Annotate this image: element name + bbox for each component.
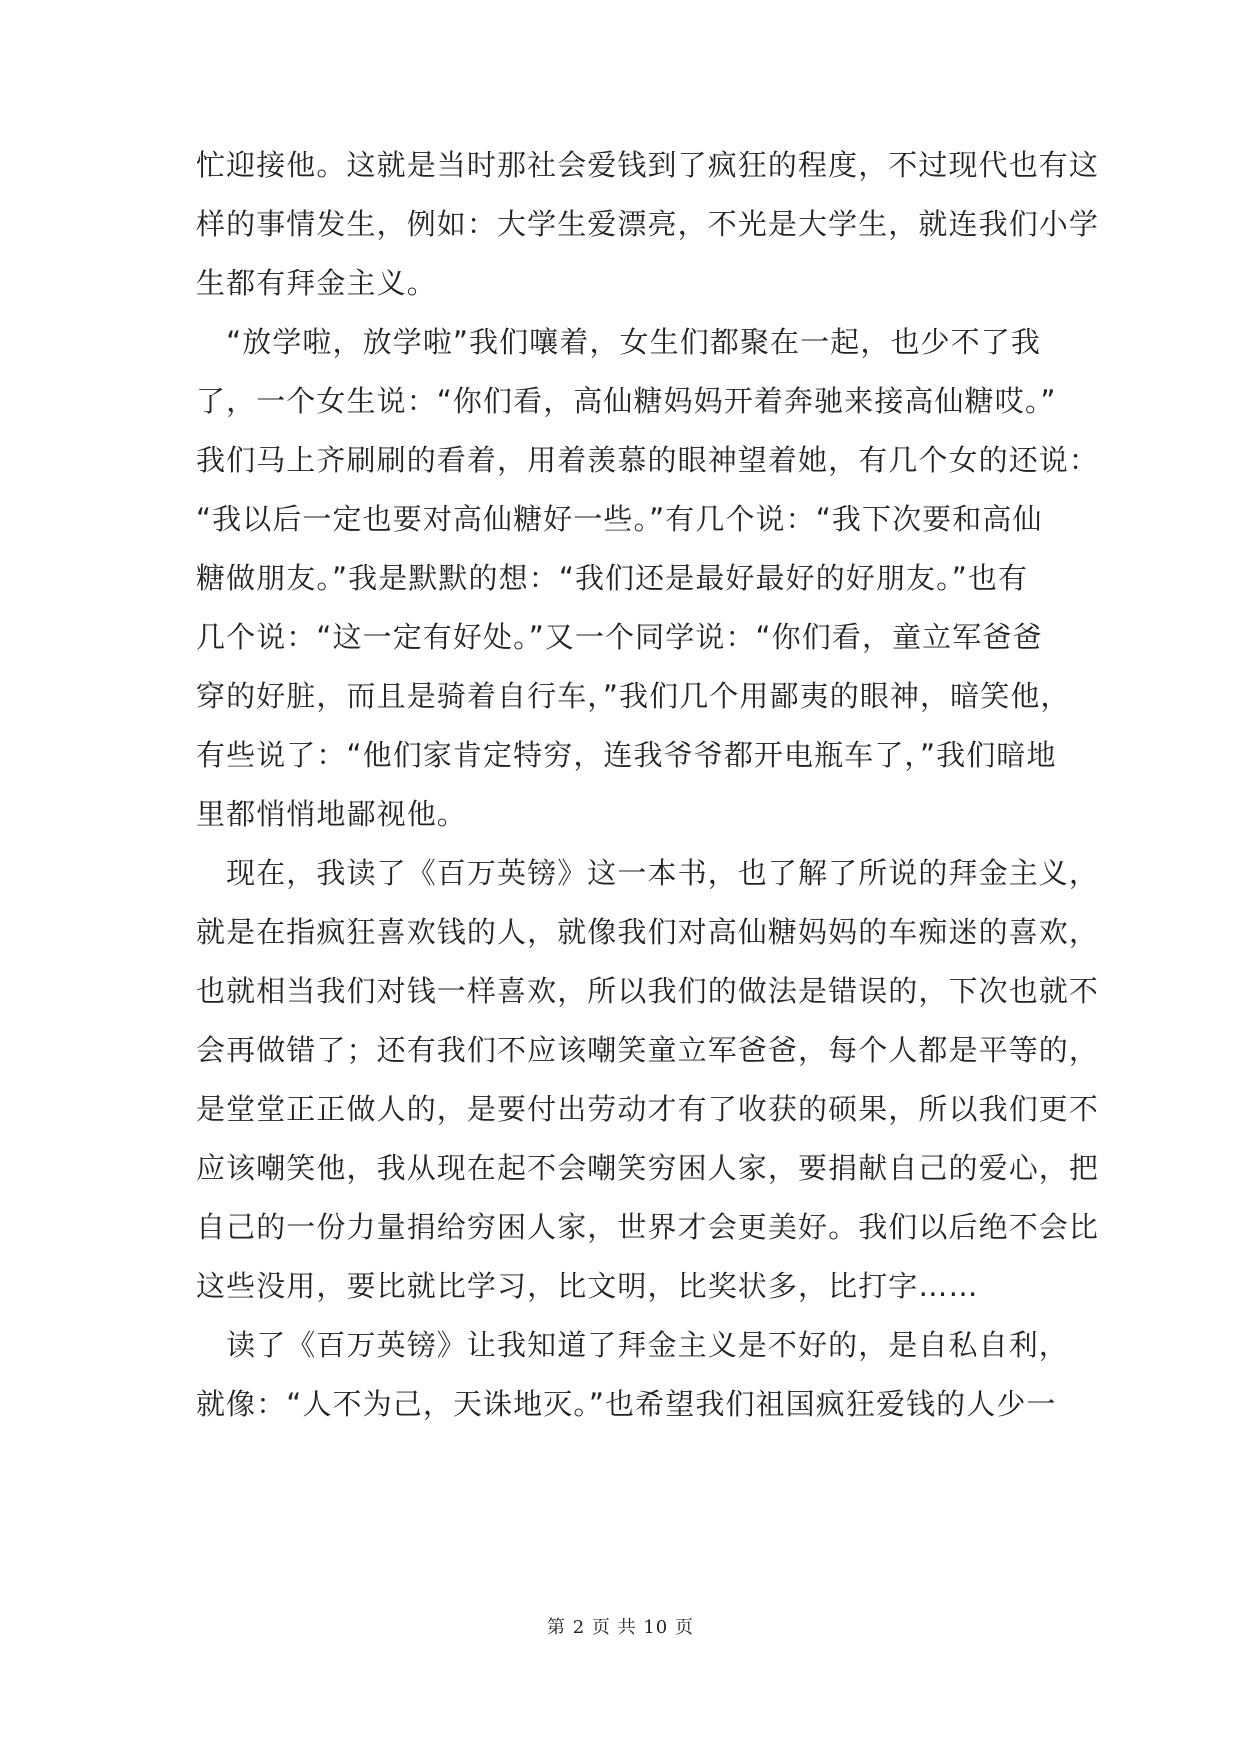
text-line: 样的事情发生，例如：大学生爱漂亮，不光是大学生，就连我们小学 — [196, 207, 1100, 241]
text-line: 几个说：“这一定有好处。”又一个同学说：“你们看，童立军爸爸 — [196, 620, 1043, 654]
text-line: 现在，我读了《百万英镑》这一本书，也了解了所说的拜金主义， — [196, 856, 1100, 890]
text-line: 是堂堂正正做人的，是要付出劳动才有了收获的硕果，所以我们更不 — [196, 1092, 1100, 1126]
text-line: 就是在指疯狂喜欢钱的人，就像我们对高仙糖妈妈的车痴迷的喜欢， — [196, 915, 1100, 949]
text-line: 自己的一份力量捐给穷困人家，世界才会更美好。我们以后绝不会比 — [196, 1210, 1100, 1244]
text-line: 有些说了：“他们家肯定特穷，连我爷爷都开电瓶车了，”我们暗地 — [196, 738, 1057, 772]
text-line: 读了《百万英镑》让我知道了拜金主义是不好的，是自私自利， — [196, 1328, 1069, 1362]
text-line: 我们马上齐刷刷的看着，用着羡慕的眼神望着她，有几个女的还说： — [196, 443, 1100, 477]
text-line: “放学啦，放学啦”我们嚷着，女生们都聚在一起，也少不了我 — [196, 325, 1041, 359]
text-line: 了，一个女生说：“你们看，高仙糖妈妈开着奔驰来接高仙糖哎。” — [196, 384, 1057, 418]
text-line: 就像：“人不为己，天诛地灭。”也希望我们祖国疯狂爱钱的人少一 — [196, 1387, 1057, 1421]
text-line: 生都有拜金主义。 — [196, 266, 437, 300]
text-line: 会再做错了；还有我们不应该嘲笑童立军爸爸，每个人都是平等的， — [196, 1033, 1100, 1067]
page-number-footer: 第 2 页 共 10 页 — [547, 1617, 694, 1638]
text-line: 也就相当我们对钱一样喜欢，所以我们的做法是错误的，下次也就不 — [196, 974, 1100, 1008]
text-line: 糖做朋友。”我是默默的想：“我们还是最好最好的好朋友。”也有 — [196, 561, 1029, 595]
text-line: 里都悄悄地鄙视他。 — [196, 797, 467, 831]
text-line: 忙迎接他。这就是当时那社会爱钱到了疯狂的程度，不过现代也有这 — [196, 148, 1100, 182]
text-line: 穿的好脏，而且是骑着自行车，”我们几个用鄙夷的眼神，暗笑他， — [196, 679, 1071, 713]
text-line: 这些没用，要比就比学习，比文明，比奖状多，比打字…… — [196, 1269, 979, 1303]
text-line: “我以后一定也要对高仙糖好一些。”有几个说：“我下次要和高仙 — [196, 502, 1043, 536]
text-line: 应该嘲笑他，我从现在起不会嘲笑穷困人家，要捐献自己的爱心，把 — [196, 1151, 1100, 1185]
